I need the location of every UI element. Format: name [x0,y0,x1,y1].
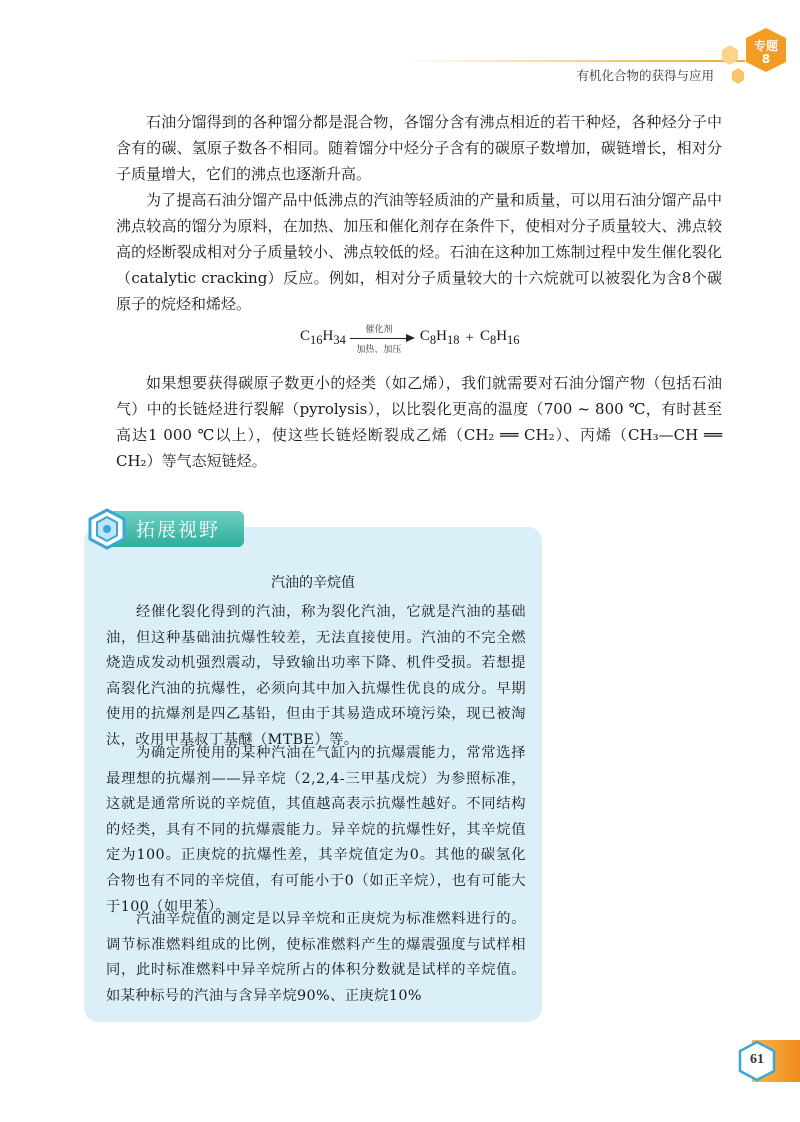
page-number: 61 [750,1052,764,1067]
header-rule [400,60,745,62]
body-paragraph-2: 为了提高石油分馏产品中低沸点的汽油等轻质油的产量和质量，可以用石油分馏产品中沸点较高的馏分为原料，在加热、加压和催化剂存在条件下，使相对分子质量较大、沸点较高的烃断裂成相对分子质量较小、沸点较低的烃。石油在这种加工炼制过程中发生催化裂化（catalytic cracking）反应。例如，相对分子质量较大的十六烷就可以被裂化为含8个碳原子的烷烃和烯烃。 [116,191,722,313]
arrow-line [350,338,408,339]
reaction-arrow [350,321,416,355]
extension-paragraph-1: 经催化裂化得到的汽油，称为裂化汽油，它就是汽油的基础油，但这种基础油抗爆性较差，无法直接使用。汽油的不完全燃烧造成发动机强烈震动，导致输出功率下降、机件受损。若想提高裂化汽油的抗爆性，必须向其中加入抗爆性优良的成分。早期使用的抗爆剂是四乙基铅，但由于其易造成环境污染，现已被淘汰，改用甲基叔丁基醚（MTBE）等。 [106,604,526,748]
plus-sign: + [465,329,474,346]
chapter-title: 有机化合物的获得与应用 [576,68,714,83]
cracking-equation [300,318,520,358]
product-2: $C_8H_{16}$ [479,328,520,347]
product-1: $C_8H_{18}$ [419,328,460,347]
extension-title: 汽油的辛烷值 [271,575,355,591]
small-hexagon-bottom [732,68,744,84]
body-paragraph-1: 石油分馏得到的各种馏分都是混合物，各馏分含有沸点相近的若干种烃，各种烃分子中含有的碳、氢原子数各不相同。随着馏分中烃分子含有的碳原子数增加，碳链增长，相对分子质量增大，它们的沸点也逐渐升高。 [116,113,722,183]
arrow-head-icon [406,334,415,342]
arrow-condition-bottom: 加热、加压 [356,345,402,355]
extension-hexagon-icon [86,508,128,550]
badge-number: 8 [761,52,771,66]
extension-paragraph-2: 为确定所使用的某种汽油在气缸内的抗爆震能力，常常选择最理想的抗爆剂——异辛烷（2,2,4-三甲基戊烷）为参照标准，这就是通常所说的辛烷值，其值越高表示抗爆性越好。不同结构的烃类，具有不同的抗爆震能力。异辛烷的抗爆性好，其辛烷值定为100。正庚烷的抗爆性差，其辛烷值定为0。其他的碳氢化合物也有不同的辛烷值，有可能小于0（如正辛烷），也有可能大于100（如甲苯）。 [106,745,526,915]
reactant: $C_{16}H_{34}$ [300,328,346,347]
body-paragraph-3: 如果想要获得碳原子数更小的烃类（如乙烯），我们就需要对石油分馏产物（包括石油气）中的长链烃进行裂解（pyrolysis），以比裂化更高的温度（700 ~ 800 ℃，有时甚至高达1 000 ℃以上），使这些长链烃断裂成乙烯（CH₂ ══ CH₂）、丙烯（CH₃—CH ══ CH₂）等气态短链烃。 [116,374,722,470]
badge-label: 专题 [753,39,778,53]
chapter-badge [746,40,786,66]
extension-label: 拓展视野 [136,519,221,541]
extension-paragraph-3: 汽油辛烷值的测定是以异辛烷和正庚烷为标准燃料进行的。调节标准燃料组成的比例，使标准燃料产生的爆震强度与试样相同，此时标准燃料中异辛烷所占的体积分数就是试样的辛烷值。如某种标号的汽油与含异辛烷90%、正庚烷10% [106,911,526,1004]
arrow-condition-top: 催化剂 [365,325,393,335]
small-hexagon-left [722,45,738,65]
